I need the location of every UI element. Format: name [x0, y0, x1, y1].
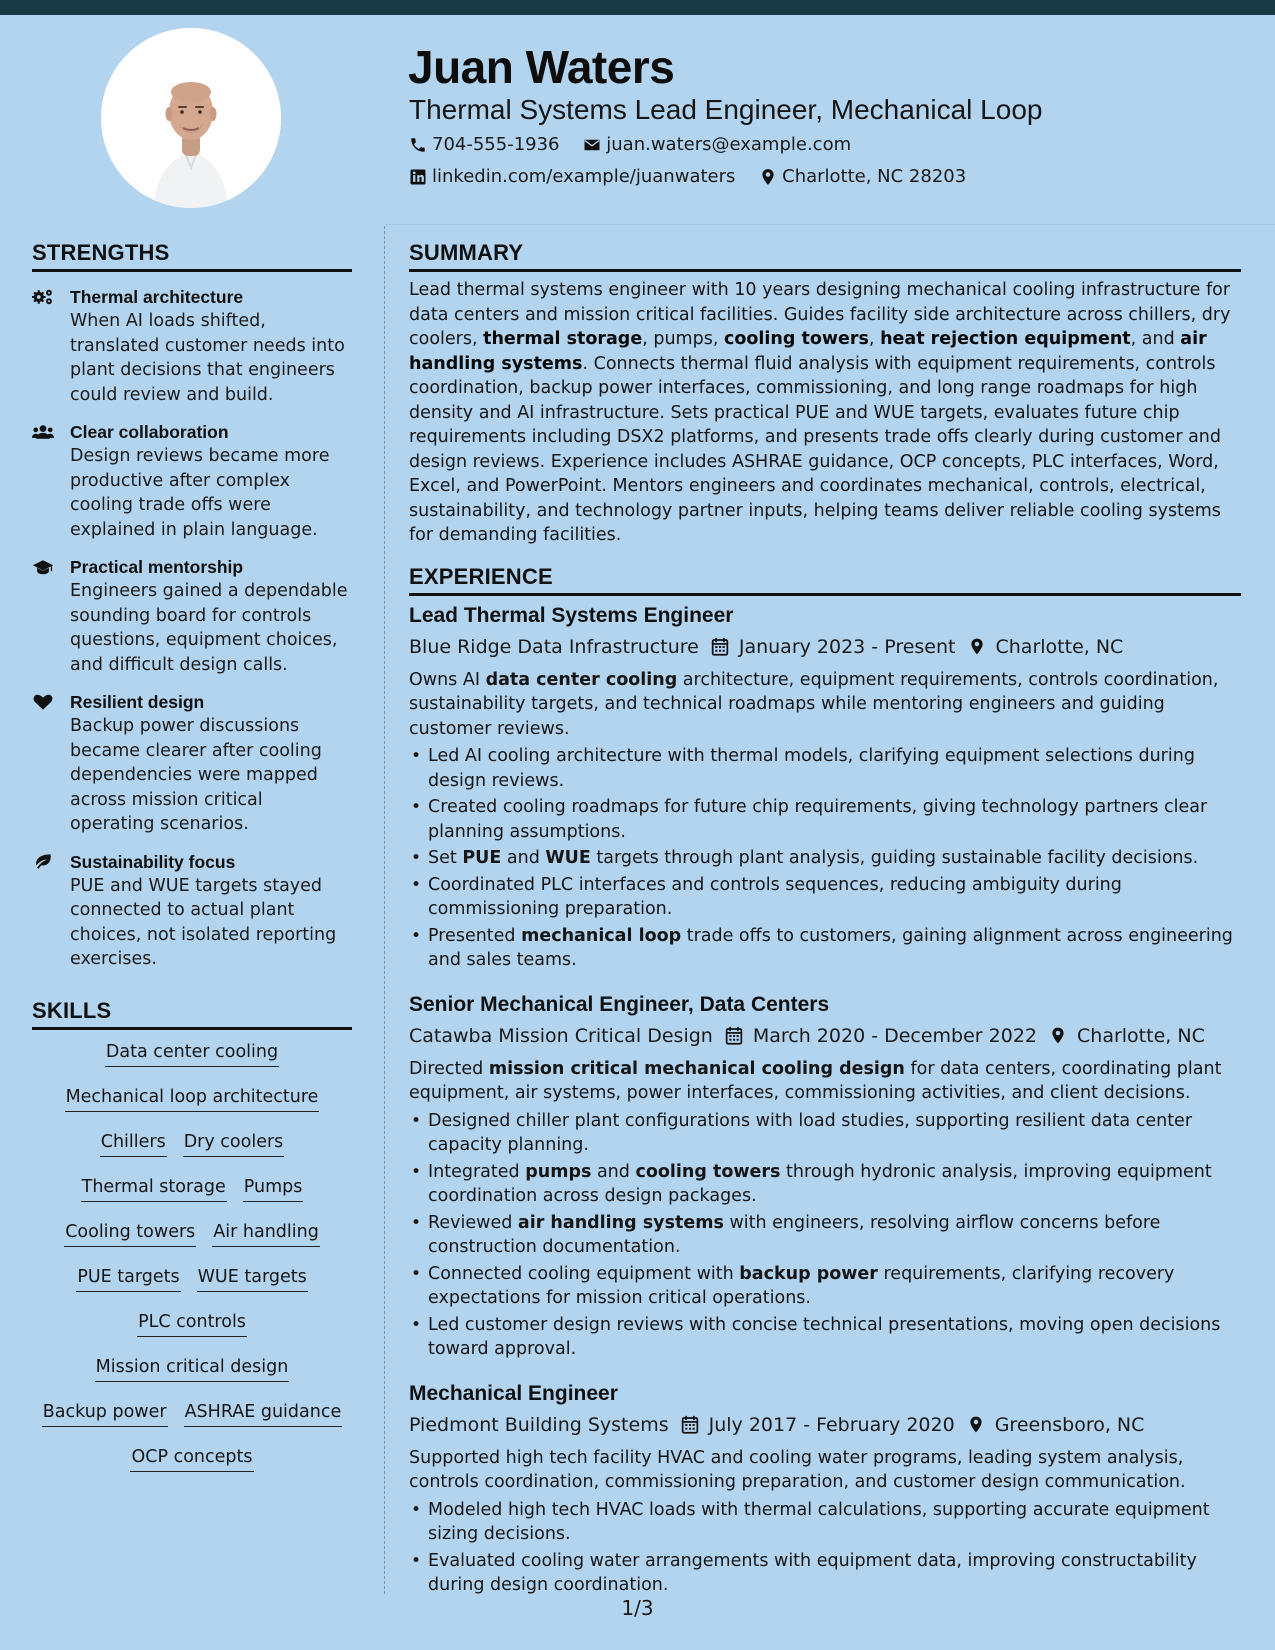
job-description: Directed mission critical mechanical cooling design for data centers, coordinating plant equipment, air systems, power interfaces, commissioning activities, and client decisions. [409, 1058, 1222, 1103]
location-text: Charlotte, NC 28203 [782, 166, 967, 187]
profile-photo [101, 28, 281, 208]
calendar-icon [725, 1026, 743, 1045]
candidate-name: Juan Waters [408, 41, 675, 93]
strength-item [32, 690, 352, 837]
bullet-item: • Presented mechanical loop trade offs to customers, gaining alignment across engineering and sales teams. [409, 924, 1241, 973]
skills-heading: SKILLS [32, 998, 352, 1030]
job-bullets [409, 1498, 1241, 1598]
job-location: Charlotte, NC [1077, 1024, 1205, 1047]
bullet-item: • Modeled high tech HVAC loads with thermal calculations, supporting accurate equipment sizing decisions. [409, 1498, 1241, 1547]
strength-desc: Engineers gained a dependable sounding board for controls questions, equipment choices, and difficult design calls. [70, 581, 348, 675]
skill-tag: Dry coolers [183, 1130, 285, 1157]
job-entry [409, 1380, 1241, 1598]
skill-tag: Data center cooling [105, 1040, 279, 1067]
job-meta [409, 634, 1241, 660]
linkedin-text: linkedin.com/example/juanwaters [432, 166, 736, 187]
summary-text: Lead thermal systems engineer with 10 years designing mechanical cooling infrastructure for data centers and mission critical facilities. Guides facility side architecture across chillers, dry coolers, thermal storage, pumps, cooling towers, heat rejection equipment, and air handling systems. Connects thermal fluid analysis with equipment requirements, controls coordination, backup power interfaces, commissioning, and long range roadmaps for high density and AI infrastructure. Sets practical PUE and WUE targets, evaluates future chip requirements including DSX2 platforms, and presents trade offs clearly during customer and design reviews. Experience includes ASHRAE guidance, OCP concepts, PLC interfaces, Word, Excel, and PowerPoint. Mentors engineers and coordinates mechanical, controls, electrical, sustainability, and technology partner inputs, helping teams deliver reliable cooling systems for demanding facilities. [409, 280, 1231, 545]
map-pin-icon [967, 1415, 985, 1434]
job-location: Greensboro, NC [994, 1413, 1145, 1436]
skill-tag: Thermal storage [81, 1175, 227, 1202]
linkedin-icon [409, 168, 427, 186]
skill-tag: WUE targets [197, 1265, 308, 1292]
skill-tag: Mission critical design [95, 1355, 290, 1382]
job-title: Mechanical Engineer [409, 1381, 618, 1405]
strength-desc: Design reviews became more productive after complex cooling trade offs were explained in plain language. [70, 446, 330, 540]
job-dates: January 2023 - Present [738, 635, 956, 658]
column-divider [384, 226, 385, 1594]
bullet-item: • Led customer design reviews with concise technical presentations, moving open decisions toward approval. [409, 1313, 1241, 1362]
job-entry [409, 602, 1241, 973]
top-accent-bar [0, 0, 1275, 15]
job-entry [409, 991, 1241, 1362]
phone-icon [409, 136, 427, 154]
skill-tag: Chillers [100, 1130, 167, 1157]
skills-list [32, 1040, 352, 1490]
job-location: Charlotte, NC [995, 635, 1124, 658]
users-icon [32, 423, 54, 441]
bullet-item: • Reviewed air handling systems with engineers, resolving airflow concerns before construction documentation. [409, 1211, 1241, 1260]
graduation-cap-icon [32, 558, 54, 576]
company-name: Blue Ridge Data Infrastructure [409, 635, 699, 658]
job-title: Lead Thermal Systems Engineer [409, 603, 734, 627]
strength-item [32, 420, 352, 542]
gears-icon [32, 288, 54, 306]
phone-text: 704-555-1936 [432, 134, 560, 155]
skill-tag: Backup power [42, 1400, 168, 1427]
bullet-item: • Evaluated cooling water arrangements with equipment data, improving constructability during design coordination. [409, 1549, 1241, 1598]
header-divider [385, 224, 1275, 225]
skill-tag: PUE targets [76, 1265, 180, 1292]
job-dates: July 2017 - February 2020 [708, 1413, 955, 1436]
bullet-item: • Led AI cooling architecture with thermal models, clarifying equipment selections during design reviews. [409, 744, 1241, 793]
job-description: Supported high tech facility HVAC and cooling water programs, leading system analysis, controls coordination, commissioning preparation, and customer design communication. [409, 1447, 1186, 1492]
strength-title: Resilient design [70, 692, 205, 712]
skill-tag: Pumps [243, 1175, 304, 1202]
bullet-item: • Designed chiller plant configurations with load studies, supporting resilient data center capacity planning. [409, 1109, 1241, 1158]
bullet-item: • Integrated pumps and cooling towers through hydronic analysis, improving equipment coordination across design packages. [409, 1160, 1241, 1209]
strength-item [32, 285, 352, 407]
contact-row-secondary [409, 166, 984, 191]
experience-heading: EXPERIENCE [409, 564, 1241, 596]
contact-row-primary [409, 134, 869, 159]
job-description: Owns AI data center cooling architecture, equipment requirements, controls coordination, sustainability targets, and technical roadmaps while mentoring engineers and guiding customer reviews. [409, 669, 1219, 739]
linkedin-item[interactable] [409, 166, 735, 187]
calendar-icon [711, 637, 729, 656]
job-dates: March 2020 - December 2022 [752, 1024, 1038, 1047]
bullet-item: • Connected cooling equipment with backup power requirements, clarifying recovery expectations for mission critical operations. [409, 1262, 1241, 1311]
job-title: Senior Mechanical Engineer, Data Centers [409, 992, 830, 1016]
job-bullets [409, 1109, 1241, 1362]
skill-tag: Air handling [212, 1220, 320, 1247]
bullet-item: • Coordinated PLC interfaces and controls sequences, reducing ambiguity during commissioning preparation. [409, 873, 1241, 922]
skill-tag: OCP concepts [130, 1445, 253, 1472]
email-text: juan.waters@example.com [606, 134, 852, 155]
job-meta [409, 1023, 1241, 1049]
bullet-item: • Set PUE and WUE targets through plant analysis, guiding sustainable facility decisions. [409, 846, 1241, 871]
strength-title: Thermal architecture [70, 287, 244, 307]
envelope-icon [583, 136, 601, 154]
leaf-icon [32, 853, 54, 871]
strengths-heading: STRENGTHS [32, 240, 352, 272]
right-column [409, 240, 1241, 1600]
page-number: 1/3 [621, 1596, 654, 1620]
bullet-item: • Created cooling roadmaps for future chip requirements, giving technology partners clear planning assumptions. [409, 795, 1241, 844]
calendar-icon [681, 1415, 699, 1434]
candidate-title: Thermal Systems Lead Engineer, Mechanical Loop [409, 94, 1043, 125]
map-pin-icon [759, 168, 777, 186]
strength-item [32, 555, 352, 677]
summary-heading: SUMMARY [409, 240, 1241, 272]
job-bullets [409, 744, 1241, 973]
strength-desc: Backup power discussions became clearer after cooling dependencies were mapped across mission critical operating scenarios. [70, 716, 322, 834]
skill-tag: Cooling towers [64, 1220, 196, 1247]
company-name: Catawba Mission Critical Design [409, 1024, 713, 1047]
map-pin-icon [1049, 1026, 1067, 1045]
skill-tag: Mechanical loop architecture [65, 1085, 320, 1112]
strength-desc: PUE and WUE targets stayed connected to actual plant choices, not isolated reporting exercises. [70, 875, 337, 969]
strength-title: Practical mentorship [70, 557, 244, 577]
left-column [32, 240, 352, 1490]
heart-icon [32, 693, 54, 711]
strength-title: Clear collaboration [70, 422, 229, 442]
map-pin-icon [968, 637, 986, 656]
skill-tag: ASHRAE guidance [184, 1400, 343, 1427]
strength-item [32, 850, 352, 972]
skill-tag: PLC controls [137, 1310, 247, 1337]
location-item [759, 166, 966, 187]
company-name: Piedmont Building Systems [409, 1413, 669, 1436]
job-meta [409, 1412, 1241, 1438]
strength-desc: When AI loads shifted, translated customer needs into plant decisions that engineers could review and build. [70, 311, 345, 405]
strength-title: Sustainability focus [70, 851, 236, 872]
email-item[interactable] [583, 134, 851, 155]
phone-item[interactable] [409, 134, 560, 155]
